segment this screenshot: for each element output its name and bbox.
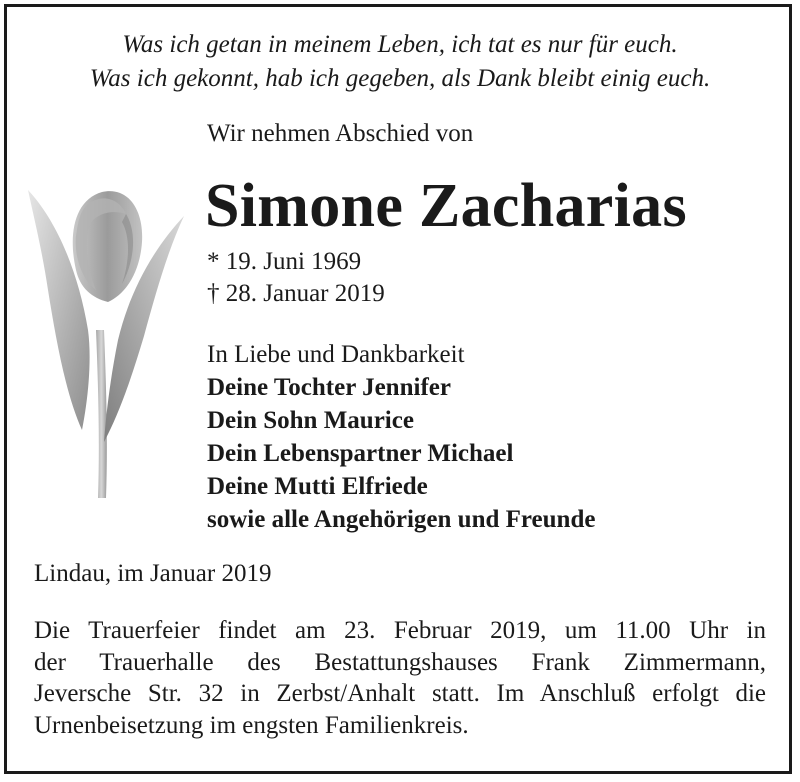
- deceased-name: Simone Zacharias: [205, 172, 687, 240]
- funeral-info-line: der Trauerhalle des Bestattungshauses Frank Zimmermann,: [34, 648, 766, 676]
- funeral-info: [34, 615, 766, 741]
- place-and-date: Lindau, im Januar 2019: [34, 560, 272, 587]
- family-member: sowie alle Angehörigen und Freunde: [207, 506, 596, 533]
- funeral-info-line: Urnenbeisetzung im engsten Familienkreis.: [34, 711, 469, 739]
- funeral-info-line: Jeversche Str. 32 in Zerbst/Anhalt statt. Im Anschluß erfolgt die: [34, 680, 766, 707]
- funeral-info-line: Die Trauerfeier findet am 23. Februar 2019, um 11.00 Uhr in: [34, 617, 766, 644]
- death-date: † 28. Januar 2019: [207, 280, 385, 307]
- family-member: Deine Tochter Jennifer: [207, 374, 451, 401]
- tulip-icon: [26, 180, 191, 507]
- family-member: Dein Lebenspartner Michael: [207, 440, 514, 467]
- farewell-intro: Wir nehmen Abschied von: [207, 120, 474, 147]
- birth-date: * 19. Juni 1969: [207, 248, 362, 275]
- motto-line-1: Was ich getan in meinem Leben, ich tat es nur für euch.: [122, 31, 678, 58]
- family-intro: In Liebe und Dankbarkeit: [207, 341, 465, 368]
- family-member: Deine Mutti Elfriede: [207, 473, 428, 500]
- family-member: Dein Sohn Maurice: [207, 407, 414, 434]
- motto-line-2: Was ich gekonnt, hab ich gegeben, als Dank bleibt einig euch.: [89, 65, 711, 92]
